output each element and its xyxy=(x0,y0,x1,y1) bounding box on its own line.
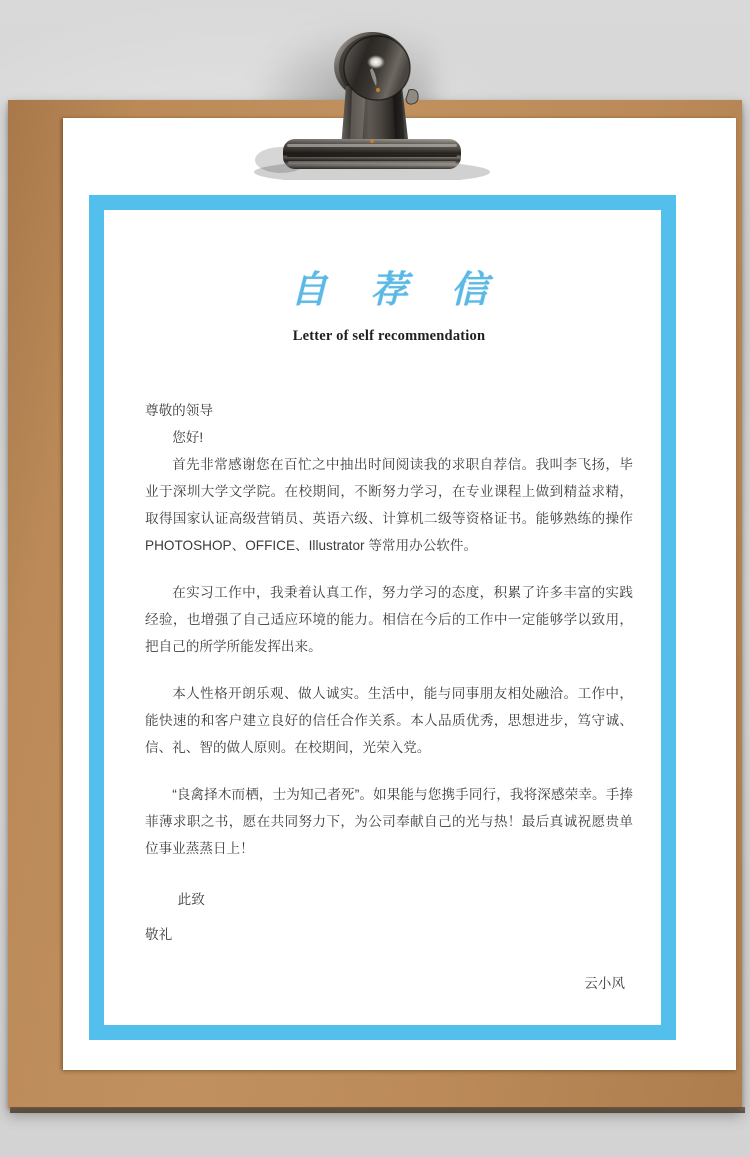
page-title-chinese: 自 荐 信 xyxy=(290,270,505,311)
closing-line-1: 此致 xyxy=(177,892,205,908)
paragraph-4: “良禽择木而栖，士为知己者死”。如果能与您携手同行，我将深感荣幸。手捧菲薄求职之书，愿在共同努力下，为公司奉献自己的光与热！最后真诚祝愿贵单位事业蒸蒸日上！ xyxy=(145,787,633,857)
letter-body xyxy=(145,397,633,997)
paragraph-2: 在实习工作中，我秉着认真工作，努力学习的态度，积累了许多丰富的实践经验，也增强了自己适应环境的能力。相信在今后的工作中一定能够学以致用，把自己的所学所能发挥出来。 xyxy=(145,585,633,655)
greeting: 您好! xyxy=(172,430,204,446)
paragraph-1: 首先非常感谢您在百忙之中抽出时间阅读我的求职自荐信。我叫李飞扬，毕业于深圳大学文学院。在校期间，不断努力学习，在专业课程上做到精益求精，取得国家认证高级营销员、英语六级、计算机二级等资格证书。能够熟练的操作 PHOTOSHOP、OFFICE、Illustrator 等常用办公软件。 xyxy=(145,457,633,554)
signature: 云小风 xyxy=(584,976,625,992)
page-title-english: Letter of self recommendation xyxy=(292,328,486,345)
closing-line-2: 敬礼 xyxy=(145,927,173,943)
clip-barrel-highlight xyxy=(367,55,385,69)
closing-block xyxy=(145,886,633,948)
wooden-clipboard xyxy=(8,100,742,1108)
clip-bar-groove xyxy=(287,155,457,157)
clip-clamp-bar-shade xyxy=(283,139,461,169)
salutation: 尊敬的领导 xyxy=(145,403,213,419)
letter-content xyxy=(145,268,633,997)
clip-barrel-spot xyxy=(376,88,380,92)
clip-bar-rivet xyxy=(370,139,374,143)
bulldog-clip xyxy=(0,0,750,180)
clip-spring-tab xyxy=(406,90,418,105)
clip-bar-highlight-top xyxy=(287,144,457,147)
letter-paper xyxy=(63,118,736,1070)
clip-bar-highlight-bottom xyxy=(288,161,456,164)
paragraph-3: 本人性格开朗乐观、做人诚实。生活中，能与同事朋友相处融洽。工作中，能快速的和客户建立良好的信任合作关系。本人品质优秀，思想进步，笃守诚、信、礼、智的做人原则。在校期间，光荣入党。 xyxy=(145,686,633,756)
